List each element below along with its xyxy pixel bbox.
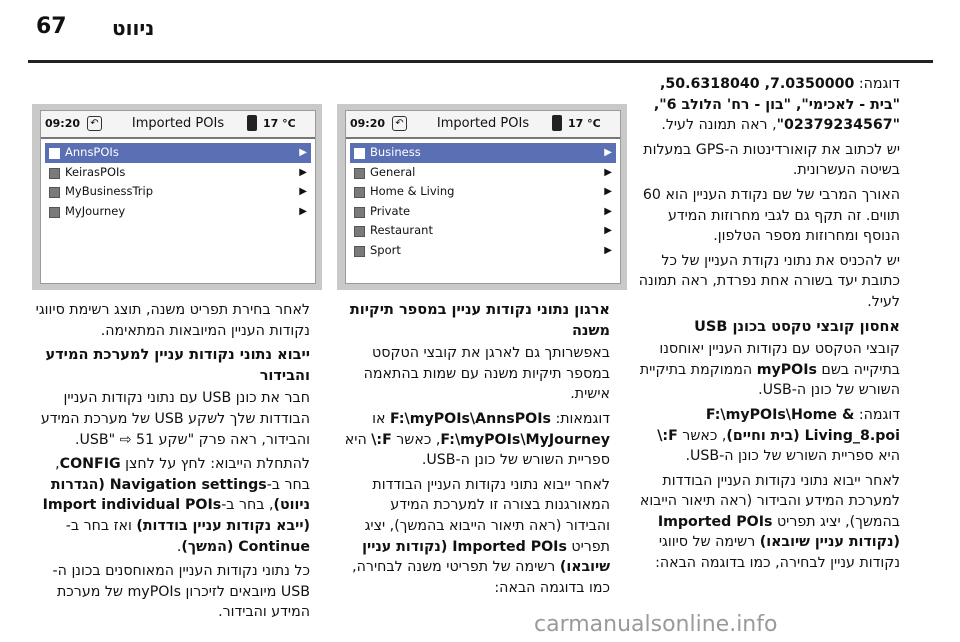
- page-title: ניווט: [112, 16, 155, 40]
- path-example: דוגמה: F:\myPOIs\Home & Living_8.poi (בית וחיים), כאשר F:\ היא ספריית השורש של כונן ה-USB.: [657, 406, 900, 465]
- list-item[interactable]: Private ▶: [350, 202, 616, 222]
- screen-title: Imported POIs: [436, 116, 530, 131]
- list-item[interactable]: Home & Living ▶: [350, 182, 616, 202]
- list-item[interactable]: MyJourney ▶: [45, 202, 311, 222]
- subfolder-list: [45, 143, 311, 221]
- display-panel: [345, 110, 621, 284]
- section-heading-import: ייבוא נתוני נקודות עניין למערכת המידע והבידור: [45, 347, 310, 384]
- phone-icon: [247, 115, 257, 131]
- back-icon[interactable]: ↶: [87, 116, 102, 131]
- list-item[interactable]: KeirasPOIs ▶: [45, 163, 311, 183]
- clock: 09:20: [350, 117, 386, 130]
- phone-icon: [552, 115, 562, 131]
- folder-icon: [354, 246, 365, 257]
- page-header: [0, 0, 960, 62]
- submenu-note: לאחר בחירת תפריט משנה, תוצג רשימת סיווגי נקודות העניין המיובאות המתאימה.: [35, 302, 310, 339]
- display-panel: [40, 110, 316, 284]
- screen-title: Imported POIs: [131, 116, 225, 131]
- chevron-right-icon: ▶: [299, 186, 307, 197]
- screenshot-imported-pois-subfolders: [32, 104, 322, 290]
- chevron-right-icon: ▶: [299, 147, 307, 158]
- list-item[interactable]: Business ▶: [350, 143, 616, 163]
- list-item[interactable]: Sport ▶: [350, 241, 616, 261]
- temperature: 17 °C: [263, 117, 296, 130]
- list-item[interactable]: MyBusinessTrip ▶: [45, 182, 311, 202]
- list-item[interactable]: Restaurant ▶: [350, 221, 616, 241]
- screenshot-imported-pois-categories: [337, 104, 627, 290]
- folder-icon: [49, 187, 60, 198]
- folder-icon: [49, 168, 60, 179]
- example-paragraph: דוגמה: 7.0350000, 50.6318040, "בית - לאכימי", "בון - רח' הלולב 6", "02379234567", ראה תמונה לעיל.: [653, 76, 900, 134]
- chevron-right-icon: ▶: [604, 205, 612, 217]
- temperature: 17 °C: [568, 117, 601, 130]
- text-column-middle: [344, 300, 610, 602]
- mypois-folder-note: קובצי הטקסט עם נקודות העניין יאוחסנו בתיקייה בשם myPOIs הממוקמת בתיקיית השורש של כונן ה-USB.: [639, 341, 900, 399]
- chevron-right-icon: ▶: [299, 166, 307, 178]
- section-heading-usb-storage: אחסון קובצי טקסט בכונן USB: [694, 318, 900, 335]
- chevron-right-icon: ▶: [604, 147, 612, 158]
- import-steps: להתחלת הייבוא: לחץ על לחצן CONFIG, בחר ב-Navigation settings (הגדרות ניווט), בחר ב-Import individual POIs (ייבא נקודות עניין בודדות) ואז בחר ב-Continue (המשך).: [42, 456, 310, 555]
- subfolder-examples: דוגמאות: F:\myPOIs\AnnsPOIs או F:\myPOIs\MyJourney, כאשר F:\ היא ספריית השורש של כונן ה-USB.: [344, 410, 610, 469]
- page-number: 67: [36, 14, 67, 39]
- connect-usb-note: חבר את כונן USB עם נתוני נקודות העניין הבודדות שלך לשקע USB של מערכת המידע והבידור, ראה פרק "שקע USB" ⇨ 51.: [40, 390, 310, 448]
- watermark: carmanualsonline.info: [534, 612, 778, 637]
- chevron-right-icon: ▶: [604, 244, 612, 256]
- folder-icon: [354, 226, 365, 237]
- folder-icon: [49, 148, 60, 159]
- folder-icon: [354, 148, 365, 159]
- line-note: יש להכניס את נתוני נקודת העניין של כל כתובת יעד בשורה אחת נפרדת, ראה תמונה לעיל.: [638, 252, 900, 310]
- folder-icon: [354, 168, 365, 179]
- folder-icon: [354, 207, 365, 218]
- gps-note: יש לכתוב את קואורדינטות ה-GPS במעלות בשיטה העשרונית.: [643, 141, 900, 179]
- folder-icon: [49, 207, 60, 218]
- list-item[interactable]: General ▶: [350, 163, 616, 183]
- text-column-left: [30, 300, 310, 627]
- text-column-right: [638, 74, 900, 578]
- chevron-right-icon: ▶: [604, 166, 612, 178]
- display-header: [41, 111, 315, 139]
- back-icon[interactable]: ↶: [392, 116, 407, 131]
- chevron-right-icon: ▶: [604, 186, 612, 197]
- clock: 09:20: [45, 117, 81, 130]
- import-result-note: לאחר ייבוא נתוני נקודות העניין הבודדות למערכת המידע והבידור (ראה תיאור הייבוא בהמשך), יציג תפריט Imported POIs (נקודות עניין שיובאו) רשימה של סיווגי נקודות עניין לבחירה, כמו בדוגמה הבאה:: [639, 472, 900, 572]
- length-note: האורך המרבי של שם נקודת העניין הוא 60 תווים. זה תקף גם לגבי מחרוזות המידע הנוסף ומחרוזות מספר הטלפון.: [642, 186, 900, 245]
- header-rule: [28, 60, 933, 63]
- display-header: [346, 111, 620, 139]
- section-heading-subfolders: ארגון נתוני נקודות עניין במספר תיקיות משנה: [349, 302, 610, 339]
- subfolder-intro: באפשרותך גם לארגן את קובצי הטקסט במספר תיקיות משנה עם שמות בהתאמה אישית.: [363, 345, 610, 403]
- import-result: כל נתוני נקודות העניין המאוחסנים בכונן ה-USB מיובאים לזיכרון myPOIs של מערכת המידע והבידור.: [52, 563, 310, 621]
- chevron-right-icon: ▶: [604, 225, 612, 236]
- category-list: [350, 143, 616, 260]
- list-item[interactable]: AnnsPOIs ▶: [45, 143, 311, 163]
- folder-icon: [354, 187, 365, 198]
- subfolder-import-note: לאחר ייבוא נתוני נקודות העניין הבודדות המאורגנות בצורה זו למערכת המידע והבידור (ראה תיאור הייבוא בהמשך), יציג תפריט Imported POIs (נקודות עניין שיובאו) רשימה של תפריטי משנה לבחירה, כמו בדוגמה הבאה:: [352, 476, 610, 596]
- chevron-right-icon: ▶: [299, 205, 307, 217]
